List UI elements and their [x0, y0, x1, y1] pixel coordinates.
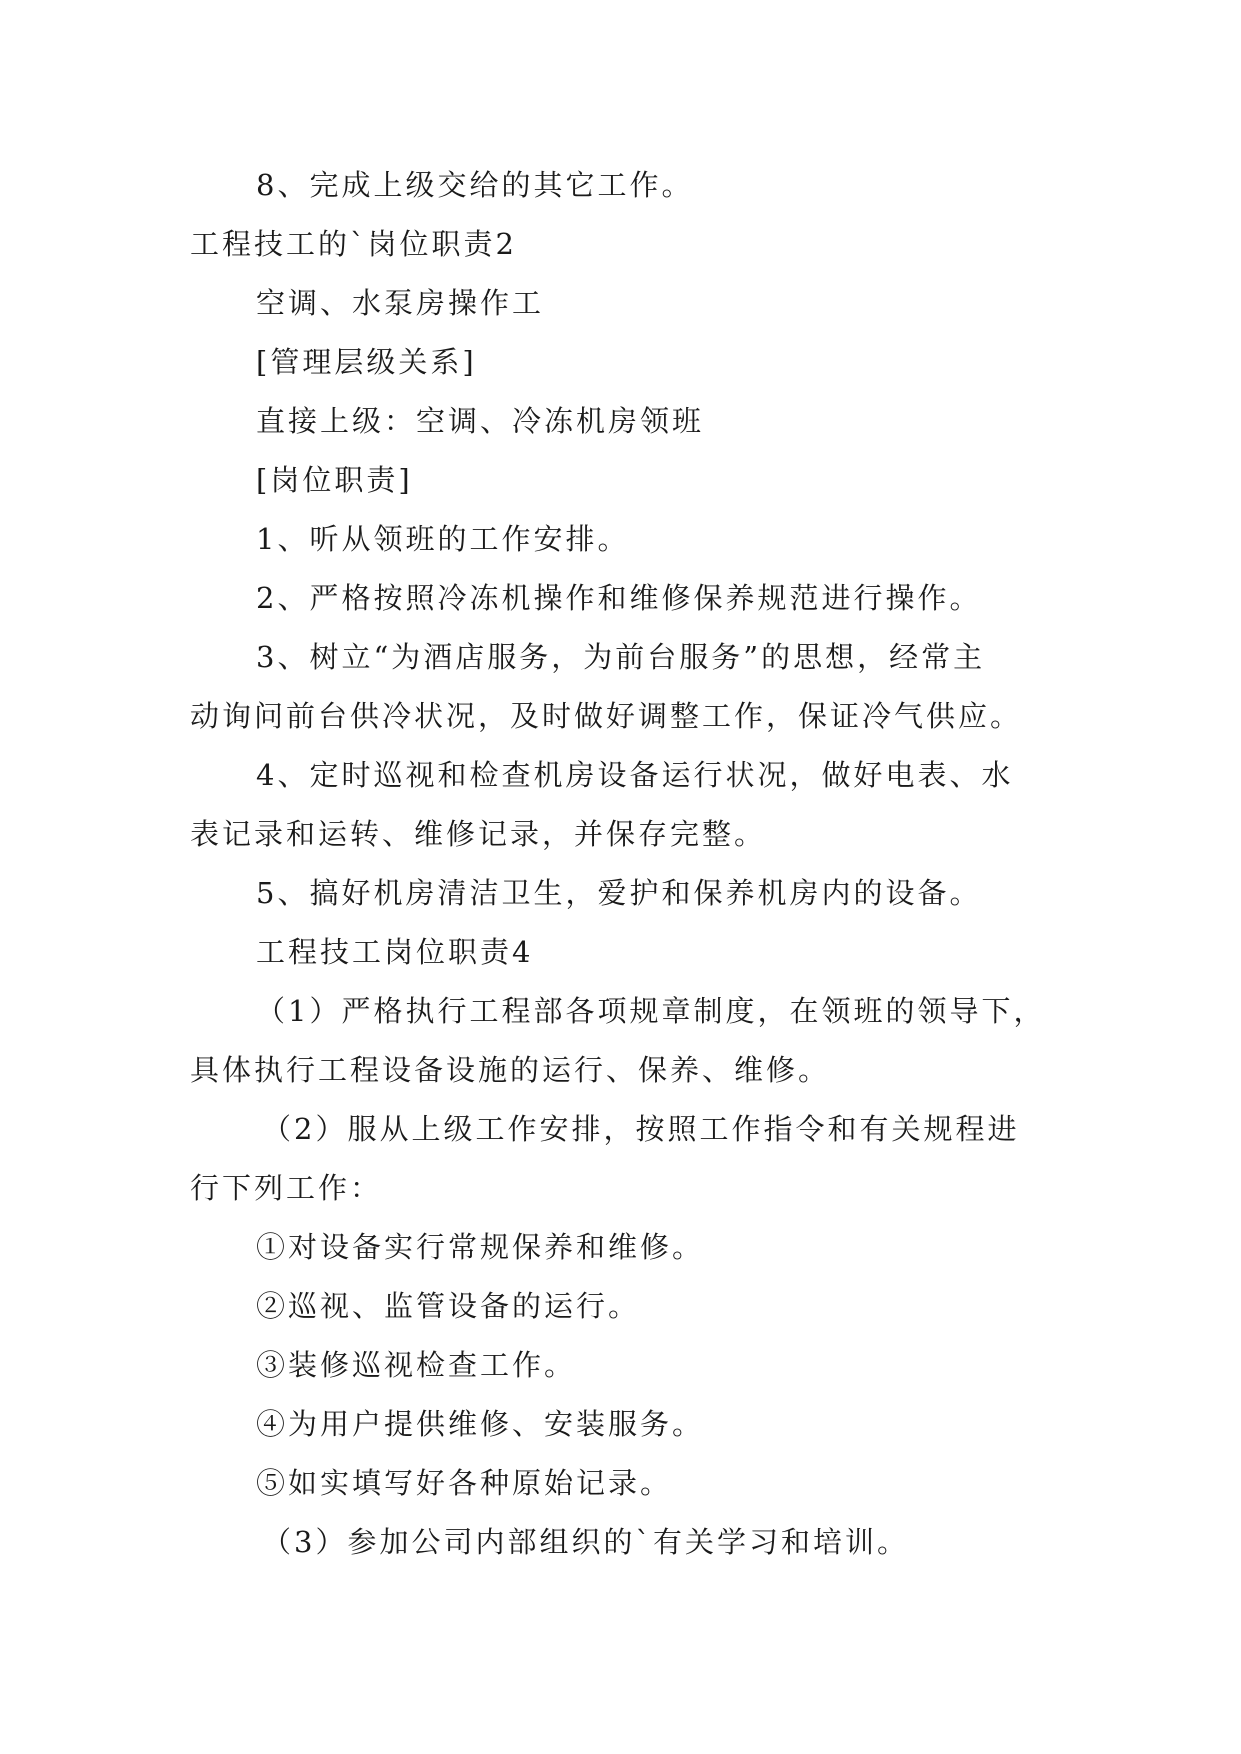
text-line: 具体执行工程设备设施的运行、保养、维修。 — [190, 1053, 831, 1087]
text-line: 2、严格按照冷冻机操作和维修保养规范进行操作。 — [256, 581, 982, 615]
text-line: （3）参加公司内部组织的`有关学习和培训。 — [262, 1525, 909, 1559]
section-heading: 工程技工岗位职责4 — [256, 935, 534, 969]
text-line: 5、搞好机房清洁卫生，爱护和保养机房内的设备。 — [256, 876, 982, 910]
list-item: ④为用户提供维修、安装服务。 — [256, 1407, 705, 1441]
list-item: ③装修巡视检查工作。 — [256, 1348, 577, 1382]
list-item: ②巡视、监管设备的运行。 — [256, 1289, 641, 1323]
text-line: 空调、水泵房操作工 — [256, 286, 545, 320]
text-line: 1、听从领班的工作安排。 — [256, 522, 630, 556]
text-line: 动询问前台供冷状况，及时做好调整工作，保证冷气供应。 — [190, 699, 1023, 733]
section-heading: 工程技工的`岗位职责2 — [190, 227, 517, 261]
text-line: 4、定时巡视和检查机房设备运行状况，做好电表、水 — [256, 758, 1014, 792]
text-line: [岗位职责] — [256, 463, 413, 497]
text-line: 直接上级：空调、冷冻机房领班 — [256, 404, 705, 438]
list-item: ⑤如实填写好各种原始记录。 — [256, 1466, 673, 1500]
text-line: （2）服从上级工作安排，按照工作指令和有关规程进 — [262, 1112, 1020, 1146]
text-line: 8、完成上级交给的其它工作。 — [256, 168, 694, 202]
text-line: [管理层级关系] — [256, 345, 477, 379]
text-line: 表记录和运转、维修记录，并保存完整。 — [190, 817, 767, 851]
text-line: 3、树立“为酒店服务，为前台服务”的思想，经常主 — [256, 640, 986, 674]
text-line: （1）严格执行工程部各项规章制度，在领班的领导下， — [256, 994, 1046, 1028]
list-item: ①对设备实行常规保养和维修。 — [256, 1230, 705, 1264]
text-line: 行下列工作： — [190, 1171, 383, 1205]
